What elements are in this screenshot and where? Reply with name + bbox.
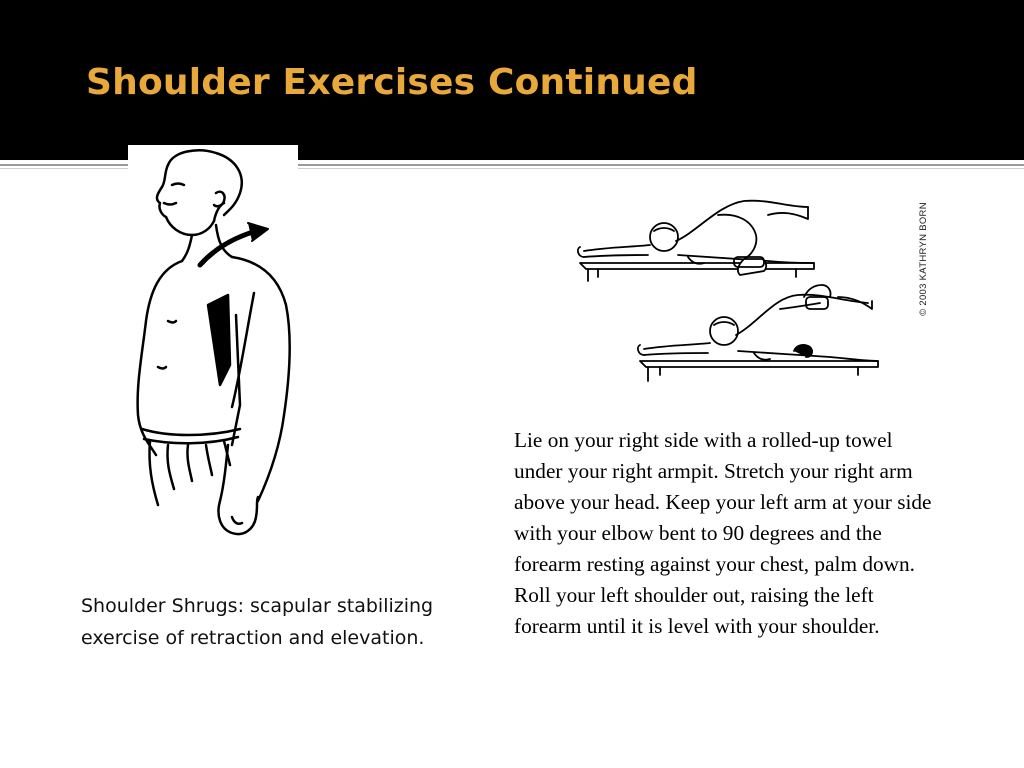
slide-title: Shoulder Exercises Continued <box>86 62 698 103</box>
left-caption: Shoulder Shrugs: scapular stabilizing exercise of retraction and elevation. <box>81 595 434 649</box>
side-lying-rotation-illustration-icon <box>568 185 888 385</box>
right-caption: Lie on your right side with a rolled-up towel under your right armpit. Stretch your right arm above your head. Keep your left arm at your side with your elbow bent to 90 degrees and the forearm resting against your chest, palm down. Roll your left shoulder out, raising the left forearm until it is level with your shoulder. <box>514 428 932 638</box>
copyright-credit: © 2003 KATHRYN BORN <box>918 202 929 316</box>
title-bar <box>0 0 1024 160</box>
shoulder-shrug-illustration-icon <box>128 145 298 545</box>
